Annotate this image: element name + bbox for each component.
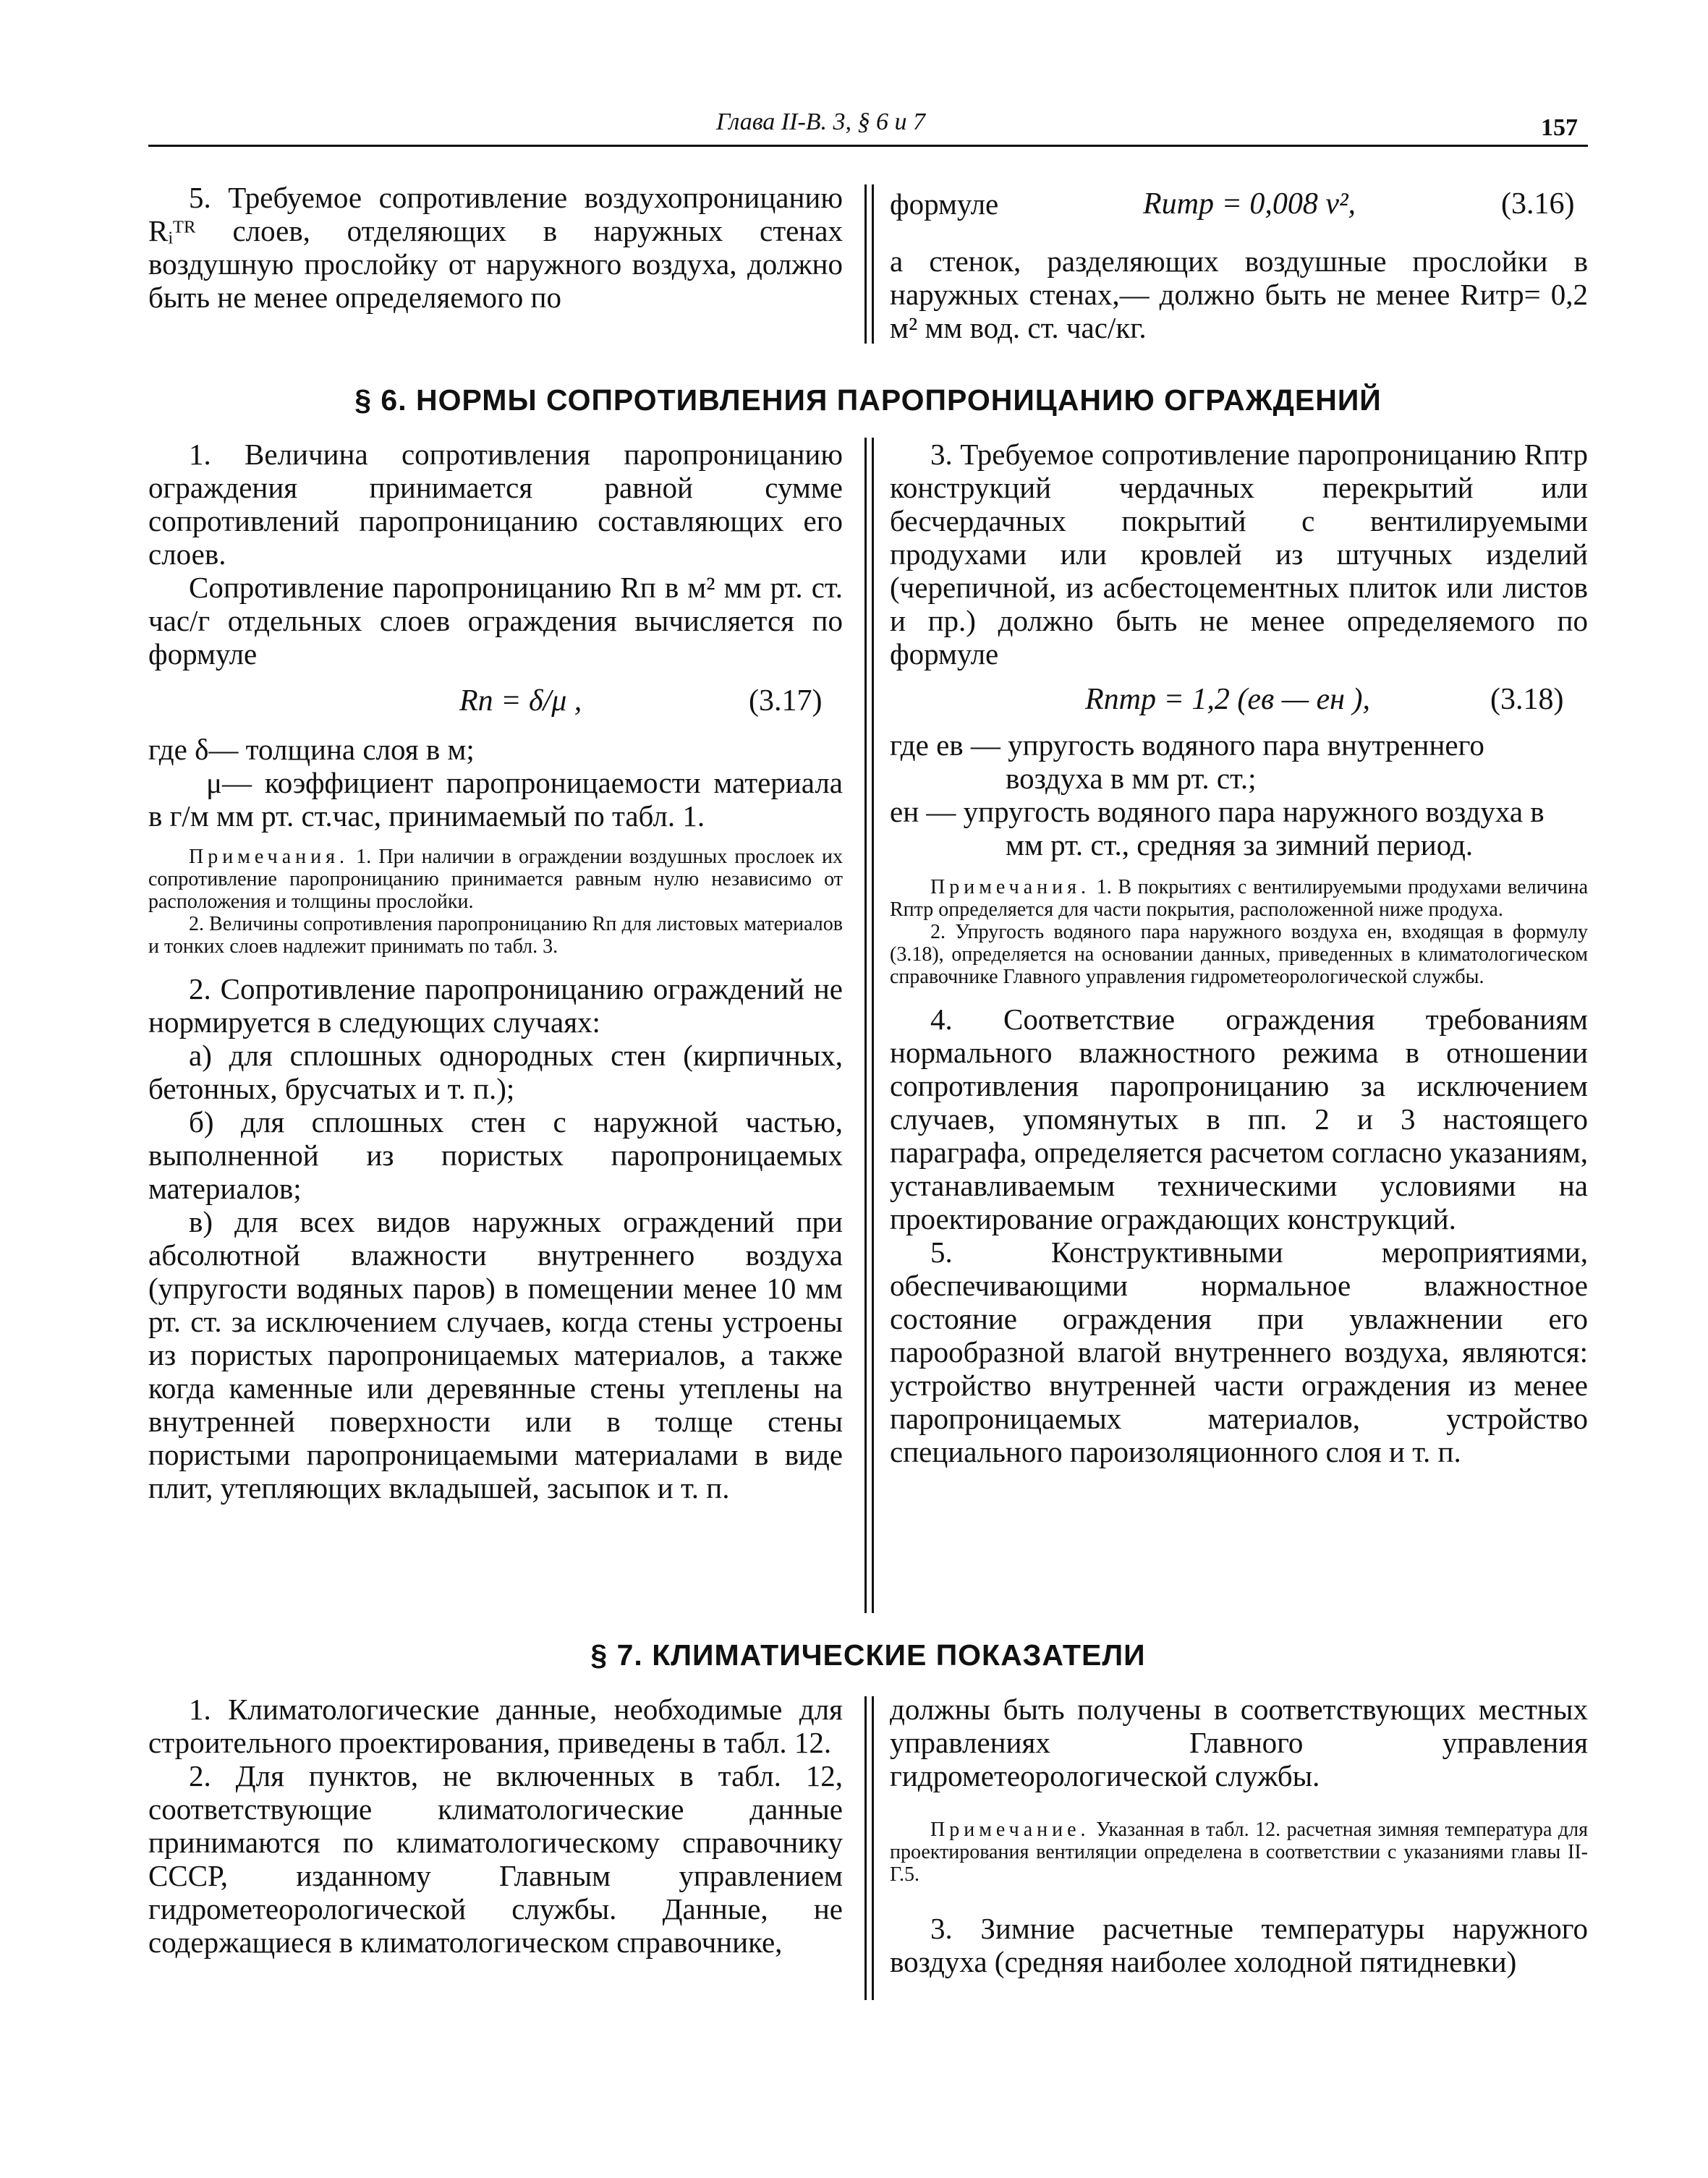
s7-paragraph-1: 1. Климатологические данные, необходимые для строительного проектирования, приведены в табл. 12. (148, 1693, 843, 1759)
s6-paragraph-2a: а) для сплошных однородных стен (кирпичных, бетонных, брусчатых и т. п.); (148, 1039, 843, 1105)
column-divider (872, 184, 874, 344)
s7-note (890, 1818, 1588, 1886)
s6-paragraph-3: 3. Требуемое сопротивление паропроницанию Rптр конструкций чердачных перекрытий или бесчердачных покрытий с вентилируемыми продухами или кровлей из штучных изделий (черепичной, из асбестоцементных плиток или листов и пр.) должно быть не менее определяемого по формуле (890, 438, 1588, 671)
where-mu: μ— коэффициент паропроницаемости материала в г/м мм рт. ст.час, принимаемый по табл. 1. (148, 766, 843, 833)
formula-lead: формуле (890, 187, 999, 221)
s6-right-notes (890, 876, 1588, 921)
header-rule (148, 145, 1588, 147)
where-en: eн — упругость водяного пара наружного воздуха в мм рт. ст., средняя за зимний период. (890, 795, 1545, 862)
paragraph-top-5: 5. Требуемое сопротивление воздухопроницанию Rᵢᵀᴿ слоев, отделяющих в наружных стенах воздушную прослойку от наружного воздуха, должно быть не менее определяемого по (148, 181, 843, 314)
s6-paragraph-2c: в) для всех видов наружных ограждений при абсолютной влажности внутреннего воздуха (упругости водяных паров) в помещении менее 10 мм рт. ст. за исключением случаев, когда стены устроены из пористых паропроницаемых материалов, а также когда каменные или деревянные стены утеплены на внутренней поверхности или в толще стены пористыми паропроницаемыми материалами в виде плит, утепляющих вкладышей, засыпок и т. п. (148, 1205, 843, 1505)
where-ev: где eв — упругость водяного пара внутреннего воздуха в мм рт. ст.; (890, 728, 1484, 795)
section-6-title: § 6. НОРМЫ СОПРОТИВЛЕНИЯ ПАРОПРОНИЦАНИЮ ОГРАЖДЕНИЙ (354, 383, 1382, 417)
column-divider (864, 184, 867, 344)
top-right-column (890, 181, 1588, 344)
note-1: 1. В покрытиях с вентилируемыми продухами величина Rптр определяется для части покрытия, расположенной ниже продуха. (890, 876, 1588, 921)
s6-paragraph-5: 5. Конструктивными мероприятиями, обеспечивающими нормальное влажностное состояние ограждения при увлажнении его парообразной влагой внутреннего воздуха, являются: устройство внутренней части ограждения из менее паропроницаемых материалов, устройство специального пароизоляционного слоя и т. п. (890, 1235, 1588, 1468)
top-left-column (148, 181, 843, 314)
s7-paragraph-2: 2. Для пунктов, не включенных в табл. 12, соответствующие климатологические данные принимаются по климатологическому справочнику СССР, изданному Главным управлением гидрометеорологической службы. Данные, не содержащиеся в климатологическом справочнике, (148, 1759, 843, 1959)
formula-3-18: Rптр = 1,2 (eв — eн ), (1085, 683, 1370, 716)
notes-label: Примечания. (930, 876, 1091, 898)
section-7-right-column (890, 1693, 1588, 1978)
note-2: 2. Величины сопротивления паропроницанию Rп для листовых материалов и тонких слоев надлежит принимать по табл. 3. (148, 913, 843, 958)
s6-paragraph-1b: Сопротивление паропроницанию Rп в м² мм рт. ст. час/г отдельных слоев ограждения вычисляется по формуле (148, 571, 843, 671)
column-divider (872, 438, 874, 1613)
note-text: Указанная в табл. 12. расчетная зимняя температура для проектирования вентиляции определена в соответствии с указаниями главы II-Г.5. (890, 1818, 1588, 1886)
note-2: 2. Упругость водяного пара наружного воздуха eн, входящая в формулу (3.18), определяется на основании данных, приведенных в климатологическом справочнике Главного управления гидрометеорологической службы. (890, 921, 1588, 988)
column-divider (864, 1696, 867, 2000)
running-title: Глава II-В. 3, § 6 и 7 (716, 109, 926, 135)
equation-number: (3.16) (1501, 187, 1575, 221)
s6-paragraph-1: 1. Величина сопротивления паропроницанию ограждения принимается равной сумме сопротивлений паропроницанию составляющих его слоев. (148, 438, 843, 571)
section-7-title: § 7. КЛИМАТИЧЕСКИЕ ПОКАЗАТЕЛИ (590, 1638, 1146, 1672)
formula-3-17: Rп = δ/μ , (459, 684, 582, 718)
s6-paragraph-2b: б) для сплошных стен с наружной частью, выполненной из пористых паропроницаемых материалов; (148, 1105, 843, 1205)
s6-paragraph-4: 4. Соответствие ограждения требованиям нормального влажностного режима в отношении сопротивления паропроницанию за исключением случаев, упомянутых в пп. 2 и 3 настоящего параграфа, определяется расчетом согласно указаниям, устанавливаемым техническими условиями на проектирование ограждающих конструкций. (890, 1003, 1589, 1235)
section-7-left-column (148, 1693, 843, 1959)
equation-number: (3.17) (749, 684, 823, 718)
s6-left-notes (148, 846, 843, 913)
where-delta: где δ— толщина слоя в м; (148, 733, 475, 766)
formula-3-16: Rитр = 0,008 v², (1143, 187, 1356, 221)
paragraph-top-right: а стенок, разделяющих воздушные прослойки в наружных стенах,— должно быть не менее Rитр= 0,2 м² мм вод. ст. час/кг. (890, 244, 1588, 344)
s7-paragraph-3: 3. Зимние расчетные температуры наружного воздуха (средняя наиболее холодной пятидневки) (890, 1912, 1588, 1978)
note-1: 1. При наличии в ограждении воздушных прослоек их сопротивление паропроницанию принимается равным нулю независимо от расположения и толщины прослойки. (148, 846, 843, 913)
s6-paragraph-2: 2. Сопротивление паропроницанию ограждений не нормируется в следующих случаях: (148, 972, 843, 1039)
column-divider (864, 438, 867, 1613)
note-label: Примечание. (930, 1818, 1090, 1841)
section-6-left-column (148, 438, 843, 1505)
equation-number: (3.18) (1490, 683, 1564, 716)
notes-label: Примечания. (189, 846, 349, 868)
section-6-right-column (890, 438, 1588, 1468)
column-divider (872, 1696, 874, 2000)
s7-paragraph-1-cont: должны быть получены в соответствующих местных управлениях Главного управления гидрометеорологической службы. (890, 1693, 1588, 1792)
page-number: 157 (1541, 114, 1578, 141)
